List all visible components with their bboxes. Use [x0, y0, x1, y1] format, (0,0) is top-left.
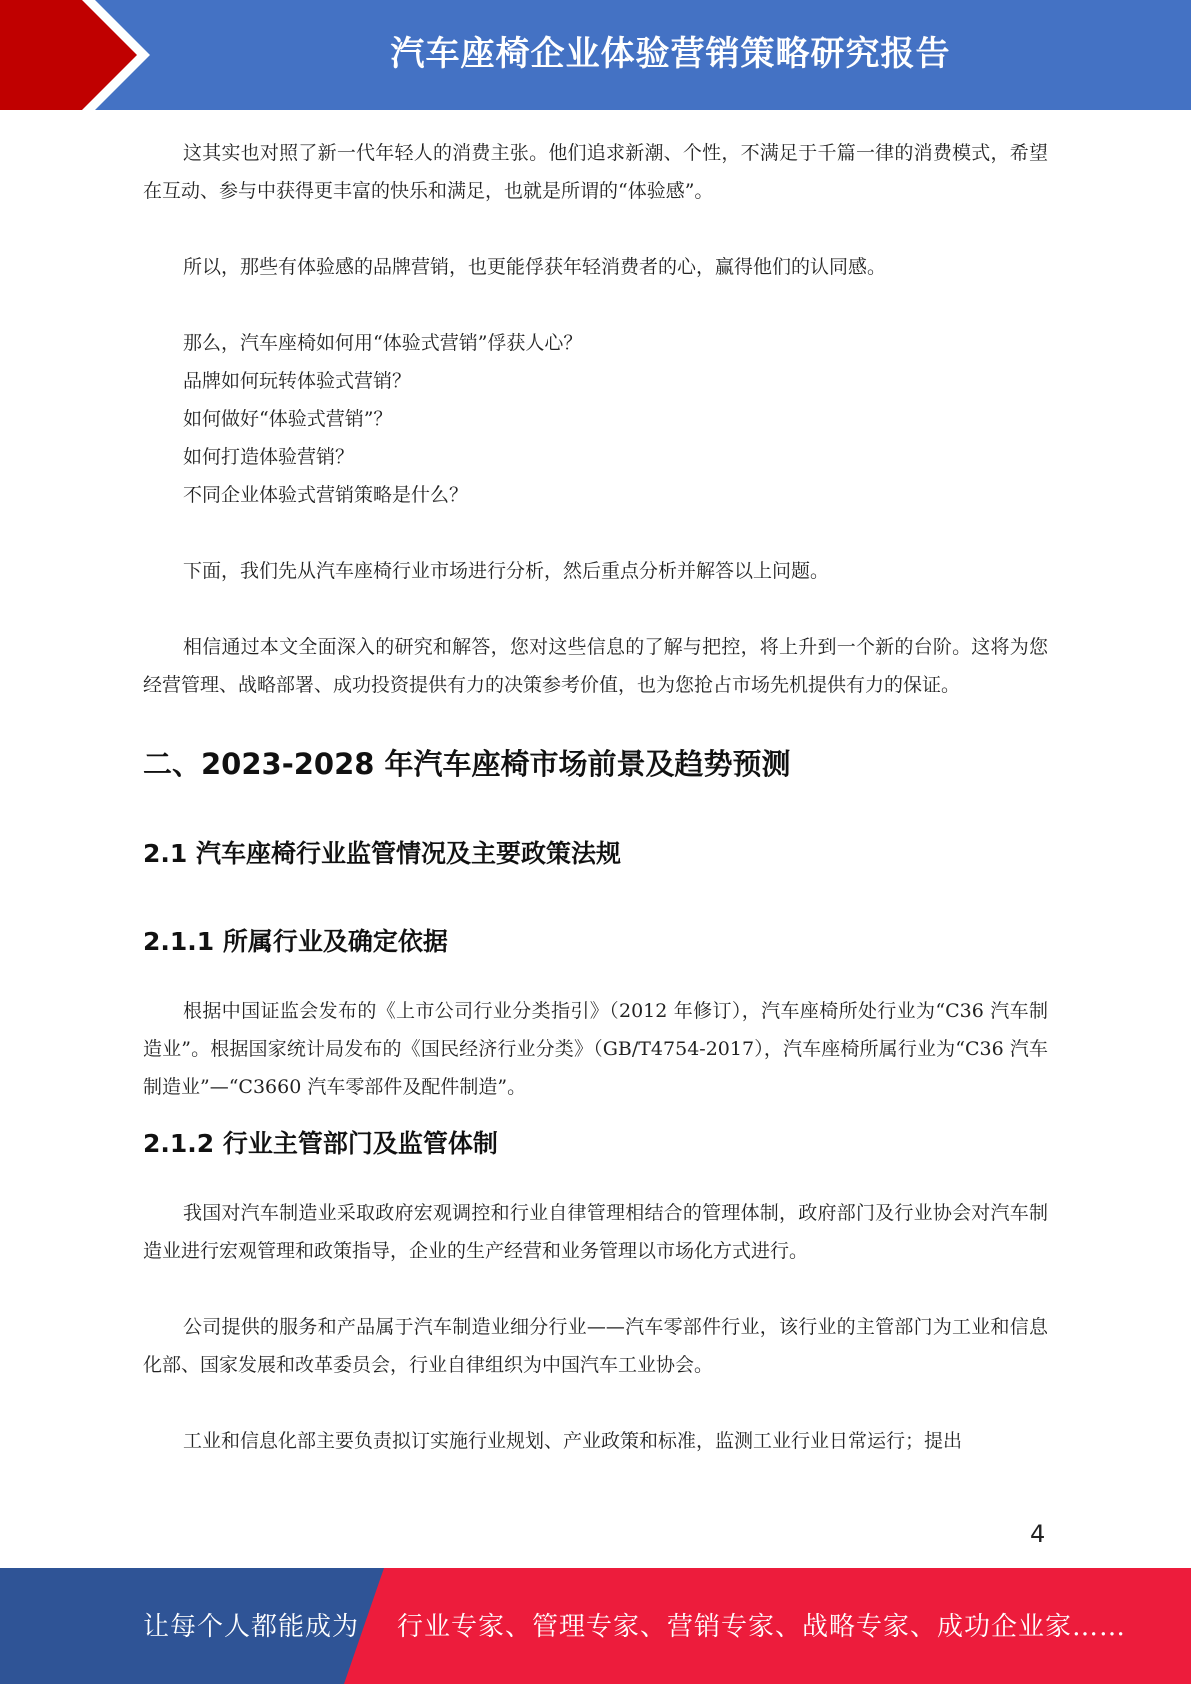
header-title: 汽车座椅企业体验营销策略研究报告: [390, 34, 951, 74]
paragraph: 相信通过本文全面深入的研究和解答，您对这些信息的了解与把控，将上升到一个新的台阶。这将为您经营管理、战略部署、成功投资提供有力的决策参考价值，也为您抢占市场先机提供有力的保证。: [143, 636, 1048, 696]
paragraph: 工业和信息化部主要负责拟订实施行业规划、产业政策和标准，监测工业行业日常运行；提出: [183, 1430, 963, 1452]
paragraph: 我国对汽车制造业采取政府宏观调控和行业自律管理相结合的管理体制，政府部门及行业协会对汽车制造业进行宏观管理和政策指导，企业的生产经营和业务管理以市场化方式进行。: [143, 1202, 1048, 1262]
question-list: [143, 324, 1048, 514]
question-item: 品牌如何玩转体验式营销？: [183, 370, 412, 392]
subsection-heading: 2.1 汽车座椅行业监管情况及主要政策法规: [143, 839, 621, 868]
question-item: 如何做好“体验式营销”？: [183, 408, 393, 430]
paragraph: 公司提供的服务和产品属于汽车制造业细分行业——汽车零部件行业，该行业的主管部门为工业和信息化部、国家发展和改革委员会，行业自律组织为中国汽车工业协会。: [143, 1316, 1048, 1376]
footer-slogan-right: 行业专家、管理专家、营销专家、战略专家、成功企业家……: [397, 1612, 1127, 1642]
document-body: [143, 134, 1048, 1460]
question-item: 那么，汽车座椅如何用“体验式营销”俘获人心？: [183, 332, 583, 354]
paragraph: 下面，我们先从汽车座椅行业市场进行分析，然后重点分析并解答以上问题。: [183, 560, 830, 582]
paragraph: 这其实也对照了新一代年轻人的消费主张。他们追求新潮、个性，不满足于千篇一律的消费模式，希望在互动、参与中获得更丰富的快乐和满足，也就是所谓的“体验感”。: [143, 142, 1048, 202]
question-item: 不同企业体验式营销策略是什么？: [183, 484, 469, 506]
paragraph: 根据中国证监会发布的《上市公司行业分类指引》（2012 年修订），汽车座椅所处行业为“C36 汽车制造业”。根据国家统计局发布的《国民经济行业分类》（GB/T4754-2017），汽车座椅所属行业为“C36 汽车制造业”—“C3660 汽车零部件及配件制造”。: [143, 1000, 1048, 1098]
page-header: [0, 0, 1191, 110]
subsubsection-heading: 2.1.2 行业主管部门及监管体制: [143, 1129, 498, 1158]
paragraph: 所以，那些有体验感的品牌营销，也更能俘获年轻消费者的心，赢得他们的认同感。: [183, 256, 887, 278]
page-number: 4: [1030, 1520, 1046, 1548]
footer-slogan-left: 让每个人都能成为: [143, 1612, 360, 1642]
subsubsection-heading: 2.1.1 所属行业及确定依据: [143, 927, 448, 956]
question-item: 如何打造体验营销？: [183, 446, 355, 468]
section-heading: 二、2023-2028 年汽车座椅市场前景及趋势预测: [143, 747, 791, 781]
page-footer: [0, 1568, 1191, 1684]
